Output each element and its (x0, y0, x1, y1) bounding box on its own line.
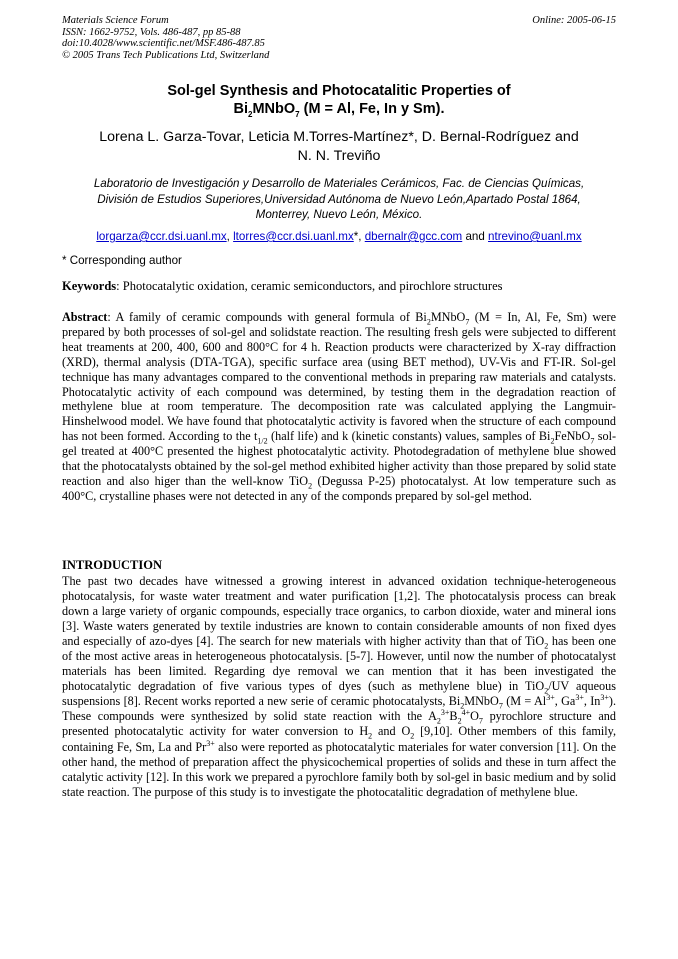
abstract-label: Abstract (62, 310, 108, 324)
introduction-body: The past two decades have witnessed a growing interest in advanced oxidation technique-heterogeneous photocatalysis, for waste water treatment and water purification [1,2]. The photocatalysis process can break down a large variety of organic compounds, especially trace organics, to carbon dioxide, water and mineral ions [3]. Waste waters generated by textile industries are known to contain considerable amounts of non fixed dyes and especially of azo-dyes [4]. The search for new materials with higher activity than that of TiO$_2$ has been one of the most active areas in heterogeneous photocatalysis. [5-7]. However, until now the number of photocatalyst materials has been limited. Regarding dye removal we can mention that it has been investigated the photocatalytic degradation of five various types of dyes (such as methylene blue) in TiO$_2$/UV aqueous suspensions [8]. Recent works reported a new serie of ceramic photocatalysts, $Bi_2MNbO_7$ ($M = Al^{3+}$, $Ga^{3+}$, $In^{3+}$). These compounds were synthesized by solid state reaction with the $A_2^{3+}B_2^{4+}O_7$ pyrochlore structure and presented photocatalytic activity for water conversion to $H_2$ and $O_2$ [9,10]. Other members of this family, containing Fe, Sm, La and $Pr^{3+}$ also were reported as photocatalytic materiales for water conversion [11]. On the other hand, the method of preparation affect the physicochemical properties of solids and these in turn affect the catalytic activity [12]. In this work we prepared a pyrochlore family both by sol-gel in basic medium and by solid state reaction. The purpose of this study is to investigate the photocatalitic degradation of methylene blue. (62, 574, 617, 799)
title-line-2: $Bi_2MNbO_7$ (M = Al, Fe, In y Sm). (233, 101, 445, 119)
author-list (62, 128, 616, 165)
journal-doi: doi:10.4028/www.scientific.net/MSF.486-487.85 (62, 38, 265, 49)
journal-header (62, 15, 269, 61)
corresponding-author-note: * Corresponding author (62, 254, 182, 267)
journal-name: Materials Science Forum (62, 15, 169, 26)
abstract: Abstract: A family of ceramic compounds with general formula of $Bi_2MNbO_7$ (M = In, Al, Fe, Sm) were prepared by both processes of sol-gel and solidstate reaction. The resulting fresh gels were subjected to different heat treaments at 200, 400, 600 and 800°C for 4 h. Reaction products were characterized by X-ray diffraction (XRD), thermal analysis (DTA-TGA), specific surface area (using BET method), UV-Vis and FT-IR. Sol-gel technique has many advantages compared to the conventional methods in preparing raw materials and catalysts. Photocatalytic activity of each compound was determined, by testing them in the degradation reaction of methylene blue at room temperature. The decomposition rate was calculated applying the Langmuir-Hinshelwood model. We have found that photocatalytic activity is favored when the structure of each compound has not been formed. According to the $t_{1/2}$ (half life) and k (kinetic constants) values, samples of $Bi_2FeNbO_7$ sol-gel treated at 400°C presented the highest photocatalytic activity. Photodegradation of methylene blue showed that the photocatalysts obtained by the sol-gel method exhibited higher activity than those prepared by solid state reaction and also higer than the well-know TiO$_2$ (Degussa P-25) photocatalyst. At low temperature such as 400°C, crystalline phases were not detected in any of the componds prepared by sol-gel method. (62, 310, 617, 503)
title-line-1: Sol-gel Synthesis and Photocatalitic Properties of (167, 83, 511, 99)
email-link-garza[interactable]: lorgarza@ccr.dsi.uanl.mx (96, 230, 227, 243)
email-link-torres[interactable]: ltorres@ccr.dsi.uanl.mx (233, 230, 354, 243)
email-list: lorgarza@ccr.dsi.uanl.mx, ltorres@ccr.dsi.uanl.mx*, dbernalr@gcc.com and ntrevino@uanl.mx (96, 230, 582, 243)
online-date: Online: 2005-06-15 (532, 15, 616, 26)
keywords: Keywords: Photocatalytic oxidation, ceramic semiconductors, and pirochlore structures (62, 279, 503, 293)
journal-copyright: © 2005 Trans Tech Publications Ltd, Switzerland (62, 49, 270, 61)
email-link-bernal[interactable]: dbernalr@gcc.com (364, 230, 463, 243)
paper-title (62, 82, 616, 118)
authors-line-2: N. N. Treviño (297, 147, 381, 164)
affiliation: Laboratorio de Investigación y Desarrollo de Materiales Cerámicos, Fac. de Ciencias Químicas, División de Estudios Superiores,Universidad Autónoma de Nuevo León,Apartado Postal 1864, Monterrey, Nuevo León, México. (93, 177, 585, 221)
introduction-heading: INTRODUCTION (62, 558, 163, 572)
email-link-trevino[interactable]: ntrevino@uanl.mx (488, 230, 582, 243)
keywords-label: Keywords (62, 279, 117, 293)
journal-issn: ISSN: 1662-9752, Vols. 486-487, pp 85-88 (62, 26, 241, 38)
authors-line-1: Lorena L. Garza-Tovar, Leticia M.Torres-Martínez*, D. Bernal-Rodríguez and (99, 129, 579, 145)
